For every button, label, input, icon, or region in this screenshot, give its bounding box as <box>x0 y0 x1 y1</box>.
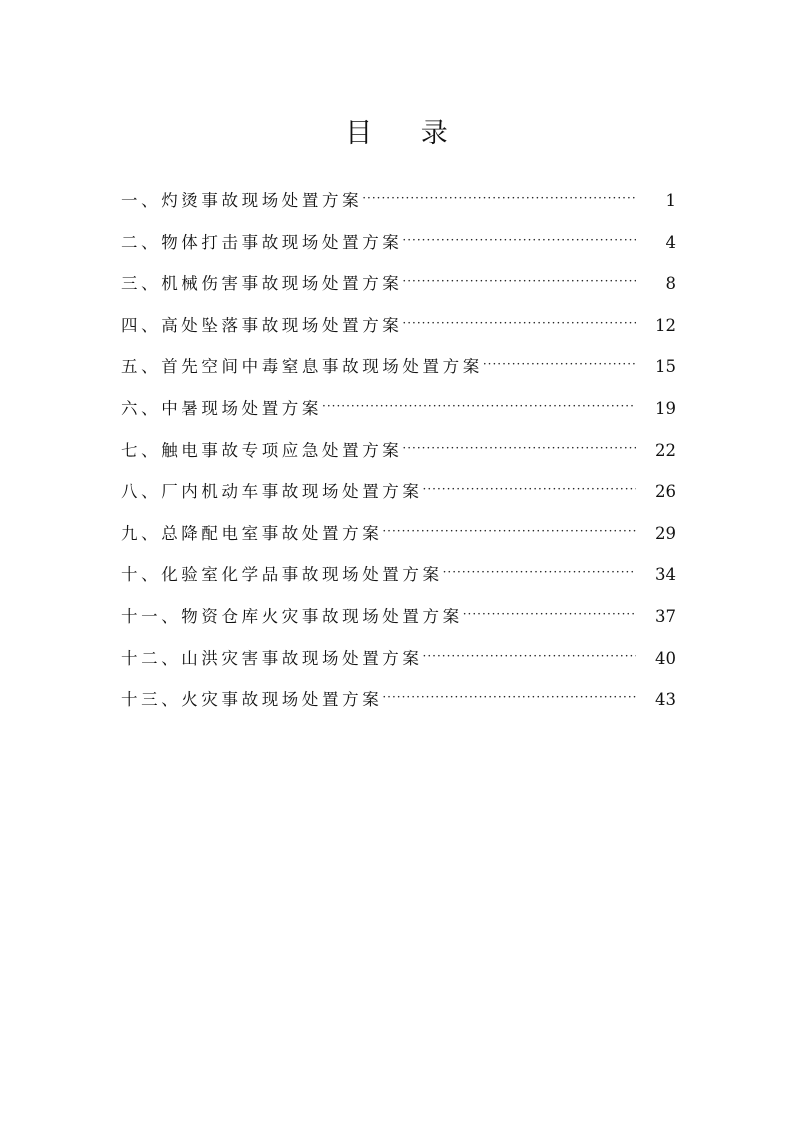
page-title: 目 录 <box>345 118 468 150</box>
dot-leader <box>402 261 636 303</box>
toc-entry-page: 40 <box>655 648 676 668</box>
toc-entry[interactable] <box>121 180 676 222</box>
dot-leader <box>382 511 636 553</box>
toc-entry[interactable] <box>121 305 676 347</box>
toc-entry[interactable] <box>121 263 676 305</box>
dot-leader <box>423 636 637 678</box>
dot-leader <box>483 344 636 386</box>
toc-entry-label: 六、中暑现场处置方案 <box>121 398 322 418</box>
toc-entry-page: 4 <box>665 232 676 252</box>
toc-entry-label: 四、高处坠落事故现场处置方案 <box>121 315 403 335</box>
toc-entry[interactable] <box>121 596 676 638</box>
toc-entry-page: 34 <box>655 565 676 585</box>
toc-entry-label: 二、物体打击事故现场处置方案 <box>121 232 403 252</box>
toc-entry-page: 12 <box>655 315 676 335</box>
toc-entry-label: 五、首先空间中毒窒息事故现场处置方案 <box>121 357 483 377</box>
toc-entry-label: 十、化验室化学品事故现场处置方案 <box>121 565 443 585</box>
toc-entry-page: 15 <box>655 357 676 377</box>
toc-entry-label: 三、机械伤害事故现场处置方案 <box>121 274 403 294</box>
toc-entry-page: 1 <box>665 191 676 210</box>
dot-leader <box>382 677 636 719</box>
table-of-contents <box>121 180 676 721</box>
dot-leader <box>463 594 636 636</box>
toc-entry[interactable] <box>121 513 676 555</box>
toc-entry-page: 19 <box>655 398 676 418</box>
toc-entry-page: 26 <box>655 482 676 502</box>
dot-leader <box>362 178 636 220</box>
toc-entry-label: 十三、火灾事故现场处置方案 <box>121 690 383 710</box>
toc-entry-label: 十一、物资仓库火灾事故现场处置方案 <box>121 606 463 626</box>
dot-leader <box>402 303 636 345</box>
toc-entry-label: 一、灼烫事故现场处置方案 <box>121 191 363 210</box>
toc-entry-label: 九、总降配电室事故处置方案 <box>121 523 383 543</box>
toc-entry-page: 29 <box>655 523 676 543</box>
toc-entry[interactable] <box>121 554 676 596</box>
toc-entry-page: 8 <box>665 274 676 294</box>
toc-entry[interactable] <box>121 346 676 388</box>
toc-entry[interactable] <box>121 430 676 472</box>
toc-entry-label: 七、触电事故专项应急处置方案 <box>121 440 403 460</box>
toc-entry[interactable] <box>121 388 676 430</box>
toc-entry[interactable] <box>121 471 676 513</box>
dot-leader <box>443 552 636 594</box>
dot-leader <box>402 428 636 470</box>
toc-entry[interactable] <box>121 222 676 264</box>
toc-entry[interactable] <box>121 638 676 680</box>
dot-leader <box>423 469 637 511</box>
toc-entry-page: 37 <box>655 606 676 626</box>
toc-entry-page: 43 <box>655 690 676 710</box>
toc-entry-label: 八、厂内机动车事故现场处置方案 <box>121 482 423 502</box>
toc-entry[interactable] <box>121 679 676 721</box>
dot-leader <box>402 220 636 262</box>
dot-leader <box>322 386 636 428</box>
toc-entry-label: 十二、山洪灾害事故现场处置方案 <box>121 648 423 668</box>
toc-entry-page: 22 <box>655 440 676 460</box>
